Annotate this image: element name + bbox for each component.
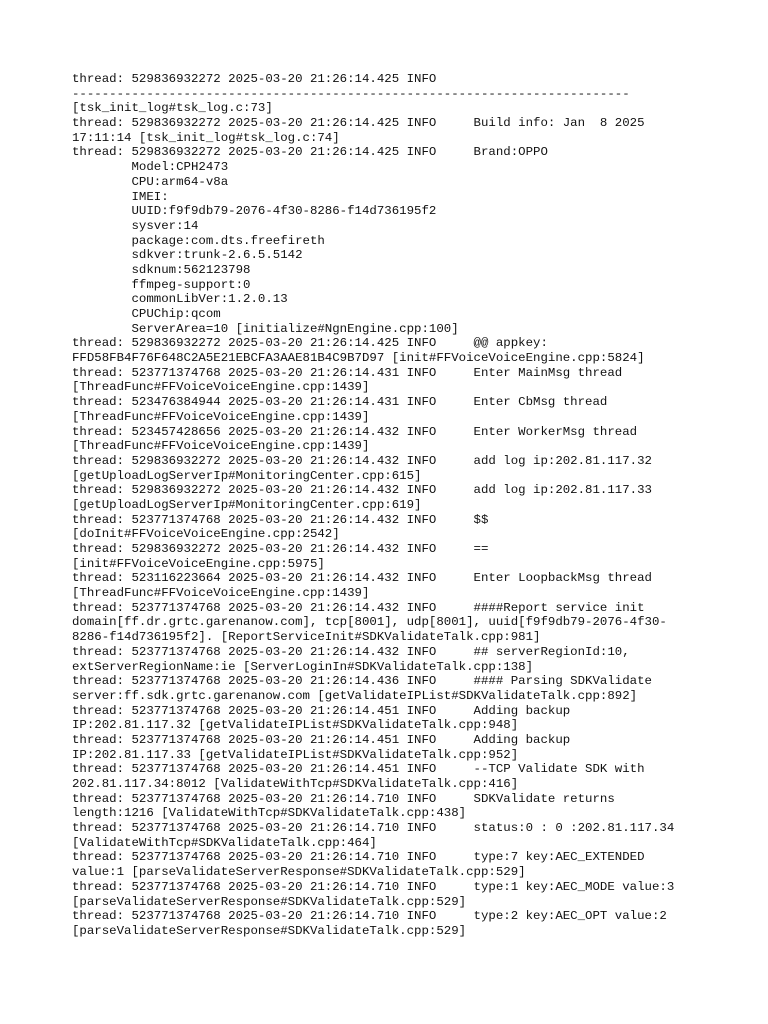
log-line: thread: 523771374768 2025-03-20 21:26:14.710 INFO status:0 : 0 :202.81.117.34 xyxy=(72,821,675,836)
log-line: domain[ff.dr.grtc.garenanow.com], tcp[8001], udp[8001], uuid[f9f9db79-2076-4f30- xyxy=(72,615,667,630)
log-line: thread: 523771374768 2025-03-20 21:26:14.436 INFO #### Parsing SDKValidate xyxy=(72,674,652,689)
log-line: thread: 523771374768 2025-03-20 21:26:14.432 INFO $$ xyxy=(72,512,489,527)
log-line: IMEI: xyxy=(72,189,169,204)
log-line: CPUChip:qcom xyxy=(72,307,221,321)
log-line: thread: 523771374768 2025-03-20 21:26:14.451 INFO Adding backup xyxy=(72,732,571,747)
log-line: thread: 529836932272 2025-03-20 21:26:14.432 INFO add log ip:202.81.117.33 xyxy=(72,483,652,498)
log-line: sdknum:562123798 xyxy=(72,262,251,277)
log-line: thread: 523771374768 2025-03-20 21:26:14.710 INFO type:1 key:AEC_MODE value:3 xyxy=(72,879,675,894)
log-line: [doInit#FFVoiceVoiceEngine.cpp:2542] xyxy=(72,527,340,542)
log-line: thread: 523771374768 2025-03-20 21:26:14.710 INFO type:7 key:AEC_EXTENDED xyxy=(72,850,645,865)
log-line: thread: 523116223664 2025-03-20 21:26:14.432 INFO Enter LoopbackMsg thread xyxy=(72,571,652,586)
log-line: [tsk_init_log#tsk_log.c:73] xyxy=(72,101,273,116)
log-line: thread: 523771374768 2025-03-20 21:26:14.451 INFO --TCP Validate SDK with xyxy=(72,762,645,777)
log-line: extServerRegionName:ie [ServerLoginIn#SDKValidateTalk.cpp:138] xyxy=(72,659,534,674)
log-line: 202.81.117.34:8012 [ValidateWithTcp#SDKValidateTalk.cpp:416] xyxy=(72,777,519,791)
log-line: IP:202.81.117.33 [getValidateIPList#SDKValidateTalk.cpp:952] xyxy=(72,747,519,762)
log-line: [parseValidateServerResponse#SDKValidateTalk.cpp:529] xyxy=(72,894,467,909)
log-line: CPU:arm64-v8a xyxy=(72,174,229,189)
log-line: sysver:14 xyxy=(72,218,199,233)
log-line: sdkver:trunk-2.6.5.5142 xyxy=(72,248,303,263)
log-line: value:1 [parseValidateServerResponse#SDKValidateTalk.cpp:529] xyxy=(72,865,526,880)
log-line: thread: 529836932272 2025-03-20 21:26:14.425 INFO Build info: Jan 8 2025 xyxy=(72,116,645,131)
log-line: package:com.dts.freefireth xyxy=(72,233,325,248)
log-line: FFD58FB4F76F648C2A5E21EBCFA3AAE81B4C9B7D97 [init#FFVoiceVoiceEngine.cpp:5824] xyxy=(72,351,645,366)
log-line: --------------------------------------------------------------------------- xyxy=(72,86,630,101)
log-line: thread: 523771374768 2025-03-20 21:26:14.432 INFO ## serverRegionId:10, xyxy=(72,644,630,659)
log-document xyxy=(72,72,712,939)
log-line: thread: 529836932272 2025-03-20 21:26:14.432 INFO add log ip:202.81.117.32 xyxy=(72,453,652,468)
log-line: [parseValidateServerResponse#SDKValidateTalk.cpp:529] xyxy=(72,923,467,938)
log-line: thread: 523771374768 2025-03-20 21:26:14.710 INFO type:2 key:AEC_OPT value:2 xyxy=(72,909,667,924)
log-line: 8286-f14d736195f2]. [ReportServiceInit#SDKValidateTalk.cpp:981] xyxy=(72,630,541,645)
log-line: commonLibVer:1.2.0.13 xyxy=(72,292,288,307)
log-line: thread: 523771374768 2025-03-20 21:26:14.431 INFO Enter MainMsg thread xyxy=(72,365,623,380)
log-line: thread: 523771374768 2025-03-20 21:26:14.710 INFO SDKValidate returns xyxy=(72,791,615,806)
log-line: [init#FFVoiceVoiceEngine.cpp:5975] xyxy=(72,556,325,571)
log-line: thread: 523771374768 2025-03-20 21:26:14.432 INFO ####Report service init xyxy=(72,600,645,615)
log-line: Model:CPH2473 xyxy=(72,160,229,175)
log-line: ServerArea=10 [initialize#NgnEngine.cpp:100] xyxy=(72,321,459,336)
log-line: [getUploadLogServerIp#MonitoringCenter.cpp:619] xyxy=(72,497,422,512)
log-line: IP:202.81.117.32 [getValidateIPList#SDKValidateTalk.cpp:948] xyxy=(72,718,519,733)
log-line: thread: 529836932272 2025-03-20 21:26:14.425 INFO Brand:OPPO xyxy=(72,145,548,160)
log-line: thread: 523457428656 2025-03-20 21:26:14.432 INFO Enter WorkerMsg thread xyxy=(72,424,638,439)
log-line: thread: 529836932272 2025-03-20 21:26:14.425 INFO xyxy=(72,72,437,86)
log-line: thread: 529836932272 2025-03-20 21:26:14.425 INFO @@ appkey: xyxy=(72,336,548,351)
log-line: UUID:f9f9db79-2076-4f30-8286-f14d736195f2 xyxy=(72,204,437,219)
log-line: ffmpeg-support:0 xyxy=(72,277,251,292)
log-line: thread: 529836932272 2025-03-20 21:26:14.432 INFO == xyxy=(72,542,489,556)
log-line: server:ff.sdk.grtc.garenanow.com [getValidateIPList#SDKValidateTalk.cpp:892] xyxy=(72,688,638,703)
log-line: length:1216 [ValidateWithTcp#SDKValidateTalk.cpp:438] xyxy=(72,806,467,821)
log-line: 17:11:14 [tsk_init_log#tsk_log.c:74] xyxy=(72,130,340,145)
log-line: [ThreadFunc#FFVoiceVoiceEngine.cpp:1439] xyxy=(72,409,370,424)
log-line: thread: 523771374768 2025-03-20 21:26:14.451 INFO Adding backup xyxy=(72,703,571,718)
log-line: [ThreadFunc#FFVoiceVoiceEngine.cpp:1439] xyxy=(72,586,370,601)
log-line: thread: 523476384944 2025-03-20 21:26:14.431 INFO Enter CbMsg thread xyxy=(72,395,608,410)
log-line: [ThreadFunc#FFVoiceVoiceEngine.cpp:1439] xyxy=(72,380,370,395)
log-line: [ThreadFunc#FFVoiceVoiceEngine.cpp:1439] xyxy=(72,439,370,454)
log-line: [getUploadLogServerIp#MonitoringCenter.cpp:615] xyxy=(72,468,422,483)
log-line: [ValidateWithTcp#SDKValidateTalk.cpp:464] xyxy=(72,835,377,850)
